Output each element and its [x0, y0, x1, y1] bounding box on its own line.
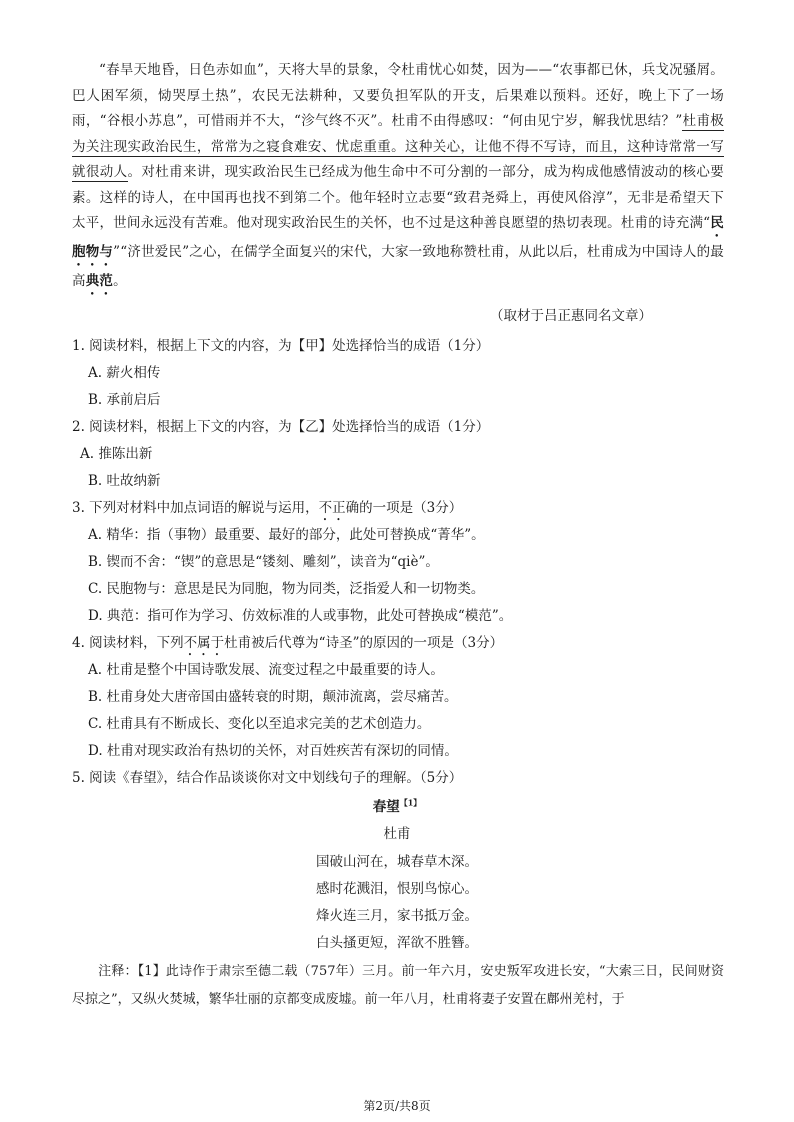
passage-source: （取材于吕正惠同名文章） [490, 308, 652, 324]
passage-text-3: ”“济世爱民”之心，在儒学全面复兴的宋代，大家一致地称赞杜甫，从此以后，杜甫成为中国诗人的最高 [72, 244, 724, 289]
poem-line-2: 感时花溅泪，恨别鸟惊心。 [316, 881, 478, 897]
question-4-option-a: A. 杜甫是整个中国诗歌发展、流变过程之中最重要的诗人。 [88, 662, 444, 678]
poem-annotation-text: 注释：【1】此诗作于肃宗至德二载（757年）三月。前一年六月，安史叛军攻进长安，“大索三日，民间财资尽掠之”，又纵火焚城，繁华壮丽的京都变成废墟。前一年八月，杜甫将妻子安置在鄜州羌村，于 [72, 964, 724, 1007]
poem-line-4: 白头搔更短，浑欲不胜簪。 [316, 935, 478, 951]
question-4-suffix: 杜甫被后代尊为“诗圣”的原因的一项是（3分） [224, 635, 504, 651]
passage-text-end: 。 [113, 273, 127, 289]
question-3-prefix: 3. 下列对材料中加点词语的解说与运用， [72, 500, 319, 516]
passage-text-1: “春旱天地昏，日色赤如血”，天将大旱的景象，令杜甫忧心如焚，因为——“农事都已休，兵戈况骚屑。巴人困军须，恸哭厚土热”，农民无法耕种，又要负担军队的开支，后果难以预料。还好，晚上下了一场雨，“谷根小苏息”，可惜雨并不大，“沴气终不灭”。杜甫不由得感叹：“何由见宁岁，解我忧思结？” [72, 62, 724, 129]
passage-text-2: 。对杜甫来讲，现实政治民生已经成为他生命中不可分割的一部分，成为构成他感情波动的核心要素。这样的诗人，在中国再也找不到第二个。他年轻时立志要“致君尧舜上，再使风俗淳”，无非是希望天下太平，世间永远没有苦难。他对现实政治民生的关怀，也不过是这种善良愿望的热切表现。杜甫的诗充满“ [72, 164, 724, 231]
question-1: 1. 阅读材料，根据上下文的内容，为【甲】处选择恰当的成语（1分） [72, 338, 490, 354]
question-2-option-b: B. 吐故纳新 [88, 473, 161, 489]
question-3-dotted: 不正 [318, 500, 346, 516]
dotted-term-dianfan: 典范 [85, 273, 114, 289]
passage-paragraph [72, 58, 724, 298]
poem-title [0, 795, 794, 815]
underlined-sentence: 杜甫极为关注现实政治民生，常常为之寝食难安、忧虑重重。这种关心，让他不得不写诗，而且，这种诗常常一写就很动人 [72, 113, 724, 180]
poem-line-3: 烽火连三月，家书抵万金。 [316, 908, 478, 924]
question-4 [72, 631, 503, 659]
poem-author: 杜甫 [383, 826, 411, 842]
dotted-term-minbaowuyu: 民胞物与 [72, 215, 724, 260]
question-1-option-a: A. 薪火相传 [88, 365, 161, 381]
question-4-option-c: C. 杜甫具有不断成长、变化以至追求完美的艺术创造力。 [88, 716, 431, 732]
page-footer: 第2页/共8页 [363, 1099, 431, 1113]
poem-title-text: 春望 [372, 799, 400, 815]
question-3 [72, 496, 462, 524]
question-5: 5. 阅读《春望》，结合作品谈谈你对文中划线句子的理解。（5分） [72, 770, 463, 786]
question-3-option-d: D. 典范：指可作为学习、仿效标准的人或事物，此处可替换成“模范”。 [88, 608, 513, 624]
question-4-prefix: 4. 阅读材料，下列 [72, 635, 184, 651]
question-3-option-a: A. 精华：指（事物）最重要、最好的部分，此处可替换成“菁华”。 [88, 527, 485, 543]
poem-annotation [72, 958, 724, 1014]
question-1-option-b: B. 承前启后 [88, 392, 161, 408]
poem-title-footnote: 【1】 [399, 797, 422, 808]
question-2: 2. 阅读材料，根据上下文的内容，为【乙】处选择恰当的成语（1分） [72, 419, 490, 435]
question-4-option-b: B. 杜甫身处大唐帝国由盛转衰的时期，颠沛流离，尝尽痛苦。 [88, 689, 458, 705]
poem-line-1: 国破山河在，城春草木深。 [316, 854, 478, 870]
question-4-option-d: D. 杜甫对现实政治有热切的关怀，对百姓疾苦有深切的同情。 [88, 743, 458, 759]
question-4-dotted: 不属于 [183, 635, 225, 651]
question-2-option-a: A. 推陈出新 [80, 446, 153, 462]
question-3-suffix: 确的一项是（3分） [345, 500, 463, 516]
question-3-option-b: B. 锲而不舍：“锲”的意思是“镂刻、雕刻”，读音为“qiè”。 [88, 554, 439, 570]
question-3-option-c: C. 民胞物与：意思是民为同胞，物为同类，泛指爱人和一切物类。 [88, 581, 485, 597]
